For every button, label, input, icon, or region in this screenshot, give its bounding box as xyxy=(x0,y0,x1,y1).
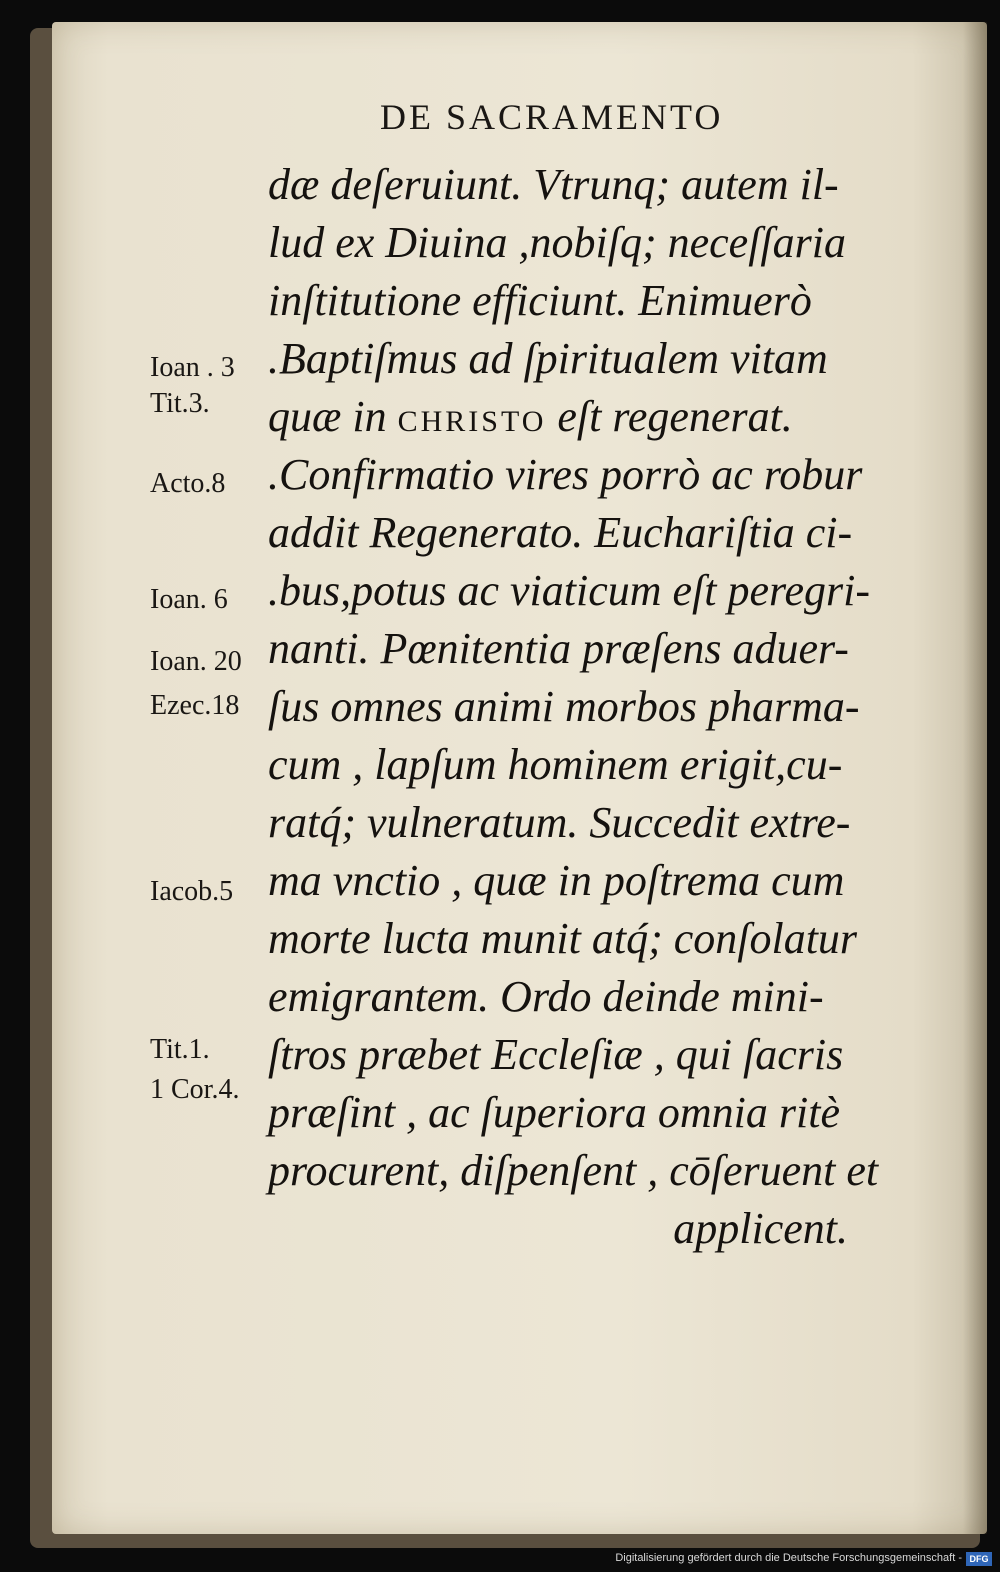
text-line: cum , lapſum hominem erigit,cu- xyxy=(268,740,843,789)
margin-note-iacob-5: Iacob.5 xyxy=(150,876,234,907)
text-line: .Baptiſmus ad ſpiritualem vitam xyxy=(268,334,828,383)
page-gutter-shadow xyxy=(963,22,987,1534)
text-line: lud ex Diuina ,nobiſq; neceſſaria xyxy=(268,218,846,267)
running-header: DE SACRAMENTO xyxy=(380,97,724,137)
margin-note-tit-1: Tit.1. xyxy=(150,1034,210,1065)
text-line: emigrantem. Ordo deinde mini- xyxy=(268,972,824,1021)
margin-note-ioan-6: Ioan. 6 xyxy=(150,584,228,615)
margin-note-tit-3: Tit.3. xyxy=(150,388,210,419)
margin-note-1-cor-4: 1 Cor.4. xyxy=(150,1074,240,1105)
text-line: procurent, diſpenſent , cōſeruent et xyxy=(268,1146,879,1195)
margin-note-ezec-18: Ezec.18 xyxy=(150,690,240,721)
margin-note-ioan-3: Ioan . 3 xyxy=(150,352,235,383)
text-line-final: applicent. xyxy=(673,1204,848,1253)
text-line: addit Regenerato. Euchariſtia ci- xyxy=(268,508,853,557)
text-line: morte lucta munit atq́; conſolatur xyxy=(268,914,858,963)
text-line: inſtitutione efficiunt. Enimuerò xyxy=(268,276,812,325)
text-line: quæ in CHRISTO eſt regenerat. xyxy=(268,392,793,441)
text-line: .Confirmatio vires porrò ac robur xyxy=(268,450,863,499)
text-line: .bus,potus ac viaticum eſt peregri- xyxy=(268,566,871,615)
margin-note-acto-8: Acto.8 xyxy=(150,468,226,499)
text-line: ſus omnes animi morbos pharma- xyxy=(268,682,860,731)
text-line: præſint , ac ſuperiora omnia ritè xyxy=(268,1088,840,1137)
small-caps-christo: CHRISTO xyxy=(397,405,547,438)
text-line: ratq́; vulneratum. Succedit extre- xyxy=(268,798,851,847)
text-line: nanti. Pœnitentia præſens aduer- xyxy=(268,624,849,673)
dfg-logo: DFG xyxy=(966,1552,992,1566)
body-text xyxy=(268,156,888,1258)
margin-note-ioan-20: Ioan. 20 xyxy=(150,646,242,677)
text-line: ſtros præbet Eccleſiæ , qui ſacris xyxy=(268,1030,844,1079)
text-line: ma vnctio , quæ in poſtrema cum xyxy=(268,856,845,905)
text-line: dæ deſeruiunt. Vtrunq; autem il- xyxy=(268,160,839,209)
digitization-credit: Digitalisierung gefördert durch die Deutsche Forschungsgemeinschaft - xyxy=(615,1552,962,1564)
